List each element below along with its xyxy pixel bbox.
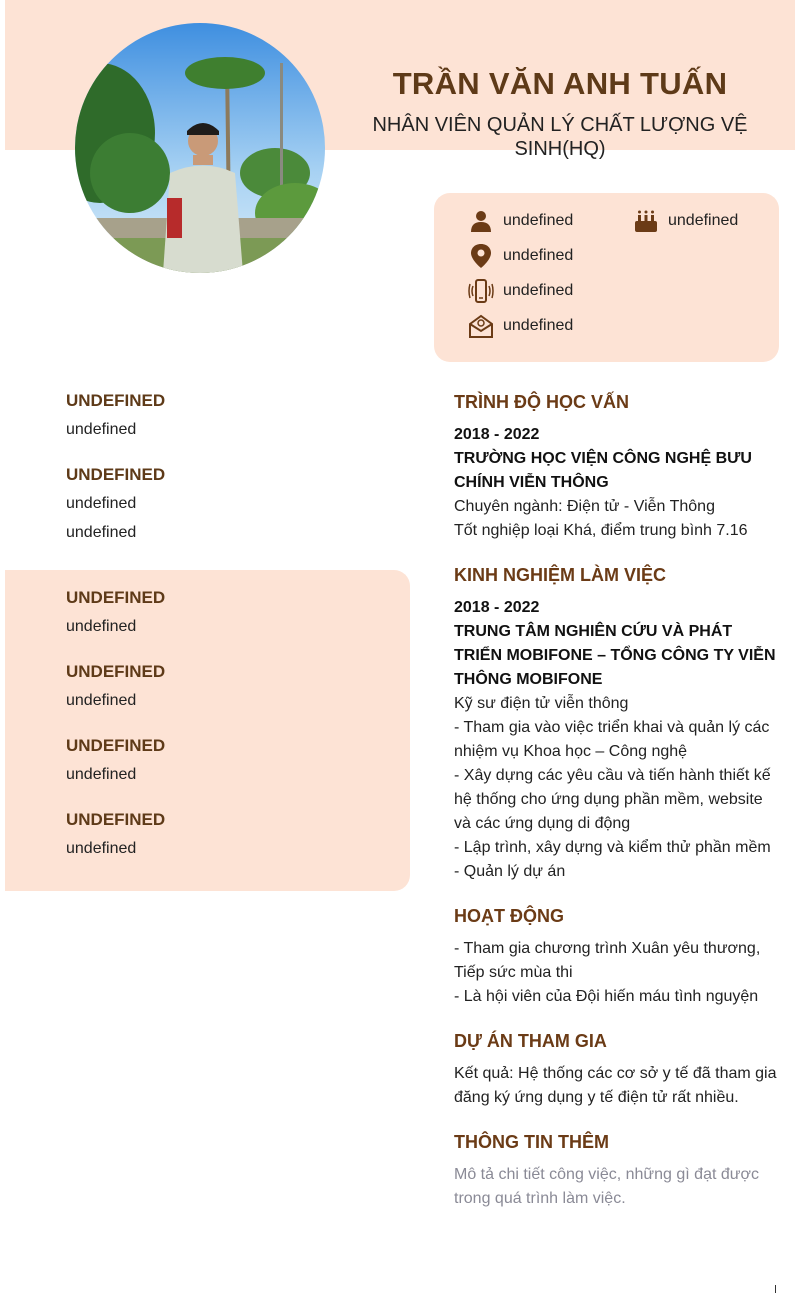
contact-person-value: undefined <box>503 211 574 229</box>
experience-period: 2018 - 2022 <box>454 599 540 616</box>
avatar <box>75 23 325 273</box>
activities-heading: HOẠT ĐỘNG <box>454 906 564 926</box>
projects-text: Kết quả: Hệ thống các cơ sở y tế đã tham gia đăng ký ứng dụng y tế điện tử rất nhiều. <box>454 1065 777 1106</box>
contact-phone-value: undefined <box>503 281 574 299</box>
experience-role: Kỹ sư điện tử viễn thông <box>454 695 629 712</box>
mail-icon <box>467 312 495 340</box>
right-column <box>454 392 780 1211</box>
left-box-heading: UNDEFINED <box>66 736 166 755</box>
extra-info-placeholder[interactable]: Mô tả chi tiết công việc, những gì đạt được trong quá trình làm việc. <box>454 1166 759 1207</box>
text-cursor <box>775 1285 776 1293</box>
education-major: Chuyên ngành: Điện tử - Viễn Thông <box>454 498 715 515</box>
left-section-text: undefined <box>66 524 137 541</box>
job-title: NHÂN VIÊN QUẢN LÝ CHẤT LƯỢNG VỆ SINH(HQ) <box>372 114 748 160</box>
left-section-heading: UNDEFINED <box>66 465 166 484</box>
experience-duty: - Quản lý dự án <box>454 863 566 880</box>
contact-phone <box>467 273 573 308</box>
left-section-text: undefined <box>66 421 137 438</box>
projects-heading: DỰ ÁN THAM GIA <box>454 1031 607 1051</box>
education-heading: TRÌNH ĐỘ HỌC VẤN <box>454 392 629 412</box>
experience-duty: - Lập trình, xây dựng và kiểm thử phần mềm <box>454 839 771 856</box>
person-icon <box>467 207 495 235</box>
left-section-heading: UNDEFINED <box>66 391 166 410</box>
contact-email-value: undefined <box>503 316 574 334</box>
experience-duty: - Tham gia vào việc triển khai và quản lý các nhiệm vụ Khoa học – Công nghệ <box>454 719 770 760</box>
contact-email <box>467 308 573 343</box>
education-graduation: Tốt nghiệp loại Khá, điểm trung bình 7.16 <box>454 522 748 539</box>
left-section-text: undefined <box>66 495 137 512</box>
experience-duty: - Xây dựng các yêu cầu và tiến hành thiết kế hệ thống cho ứng dụng phần mềm, website và các ứng dụng di động <box>454 767 771 832</box>
contact-birthday-value: undefined <box>668 211 739 229</box>
candidate-name: TRẦN VĂN ANH TUẤN <box>392 66 728 101</box>
contact-person <box>467 203 573 238</box>
left-box-heading: UNDEFINED <box>66 662 166 681</box>
phone-icon <box>467 277 495 305</box>
contact-address-value: undefined <box>503 246 574 264</box>
education-school: TRƯỜNG HỌC VIỆN CÔNG NGHỆ BƯU CHÍNH VIỄN THÔNG <box>454 450 752 491</box>
left-box-text: undefined <box>66 766 137 783</box>
activity-item: - Là hội viên của Đội hiến máu tình nguyện <box>454 988 759 1005</box>
left-box-heading: UNDEFINED <box>66 810 166 829</box>
left-box-text: undefined <box>66 840 137 857</box>
extra-info-heading: THÔNG TIN THÊM <box>454 1132 609 1152</box>
contact-birthday <box>632 203 738 238</box>
cake-icon <box>632 207 660 235</box>
contact-list <box>467 203 573 343</box>
left-box-heading: UNDEFINED <box>66 588 166 607</box>
location-pin-icon <box>467 242 495 270</box>
activity-item: - Tham gia chương trình Xuân yêu thương, Tiếp sức mùa thi <box>454 940 761 981</box>
experience-company: TRUNG TÂM NGHIÊN CỨU VÀ PHÁT TRIỂN MOBIFONE – TỔNG CÔNG TY VIỄN THÔNG MOBIFONE <box>454 623 776 688</box>
contact-address <box>467 238 573 273</box>
experience-heading: KINH NGHIỆM LÀM VIỆC <box>454 565 667 585</box>
education-period: 2018 - 2022 <box>454 426 540 443</box>
left-box-text: undefined <box>66 618 137 635</box>
left-box-text: undefined <box>66 692 137 709</box>
